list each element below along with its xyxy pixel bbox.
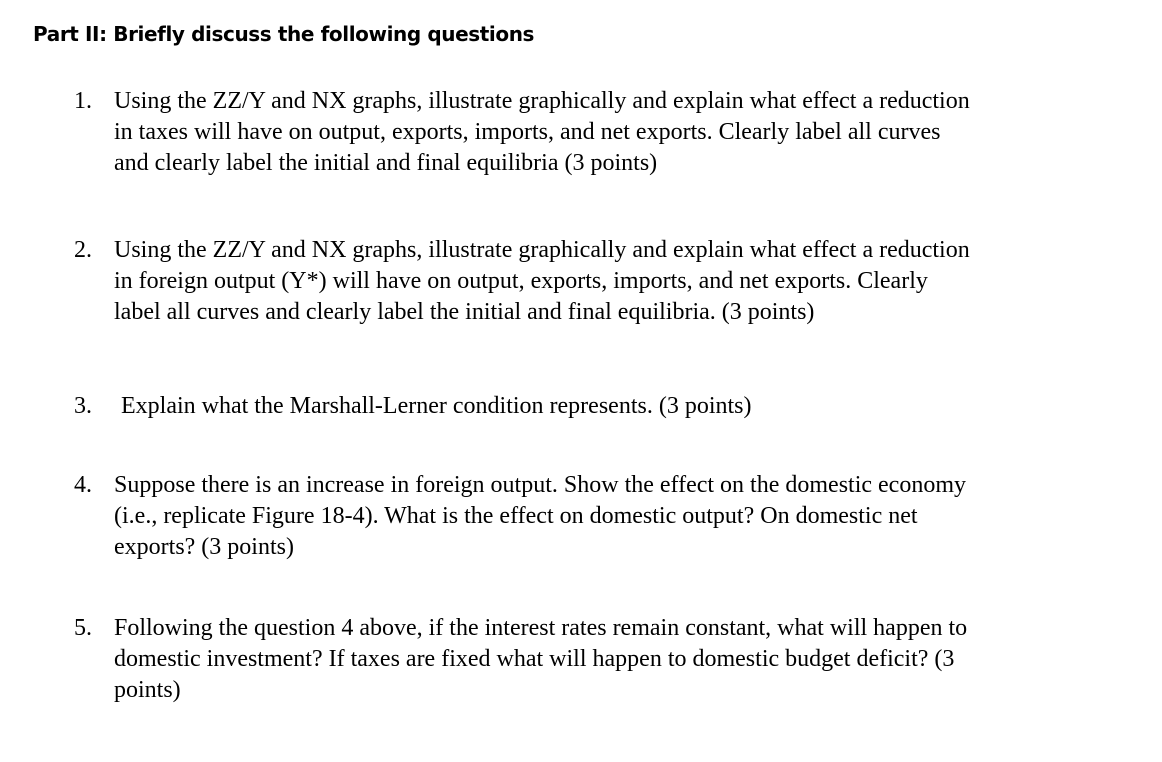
question-number: 5.: [74, 615, 92, 641]
question-text-line: Explain what the Marshall-Lerner condition represents. (3 points): [121, 393, 752, 419]
question-text-line: in foreign output (Y*) will have on output, exports, imports, and net exports. Clearly: [114, 268, 928, 294]
question-number: 1.: [74, 88, 92, 114]
question-text-line: Following the question 4 above, if the interest rates remain constant, what will happen to: [114, 615, 968, 641]
question-text-line: points): [114, 677, 181, 703]
question-number: 4.: [74, 472, 92, 498]
section-heading: Part II: Briefly discuss the following questions: [33, 22, 535, 46]
question-text-line: Suppose there is an increase in foreign output. Show the effect on the domestic economy: [114, 472, 966, 498]
question-text-line: Using the ZZ/Y and NX graphs, illustrate graphically and explain what effect a reduction: [114, 237, 970, 263]
question-number: 3.: [74, 393, 92, 419]
question-text-line: domestic investment? If taxes are fixed what will happen to domestic budget deficit? (3: [114, 646, 955, 672]
question-text-line: and clearly label the initial and final equilibria (3 points): [114, 150, 658, 176]
question-text-line: Using the ZZ/Y and NX graphs, illustrate graphically and explain what effect a reduction: [114, 88, 970, 114]
question-text-line: exports? (3 points): [114, 534, 294, 560]
question-text-line: in taxes will have on output, exports, imports, and net exports. Clearly label all curves: [114, 119, 941, 145]
question-text-line: label all curves and clearly label the initial and final equilibria. (3 points): [114, 299, 815, 325]
question-number: 2.: [74, 237, 92, 263]
question-text-line: (i.e., replicate Figure 18-4). What is the effect on domestic output? On domestic net: [114, 503, 918, 529]
